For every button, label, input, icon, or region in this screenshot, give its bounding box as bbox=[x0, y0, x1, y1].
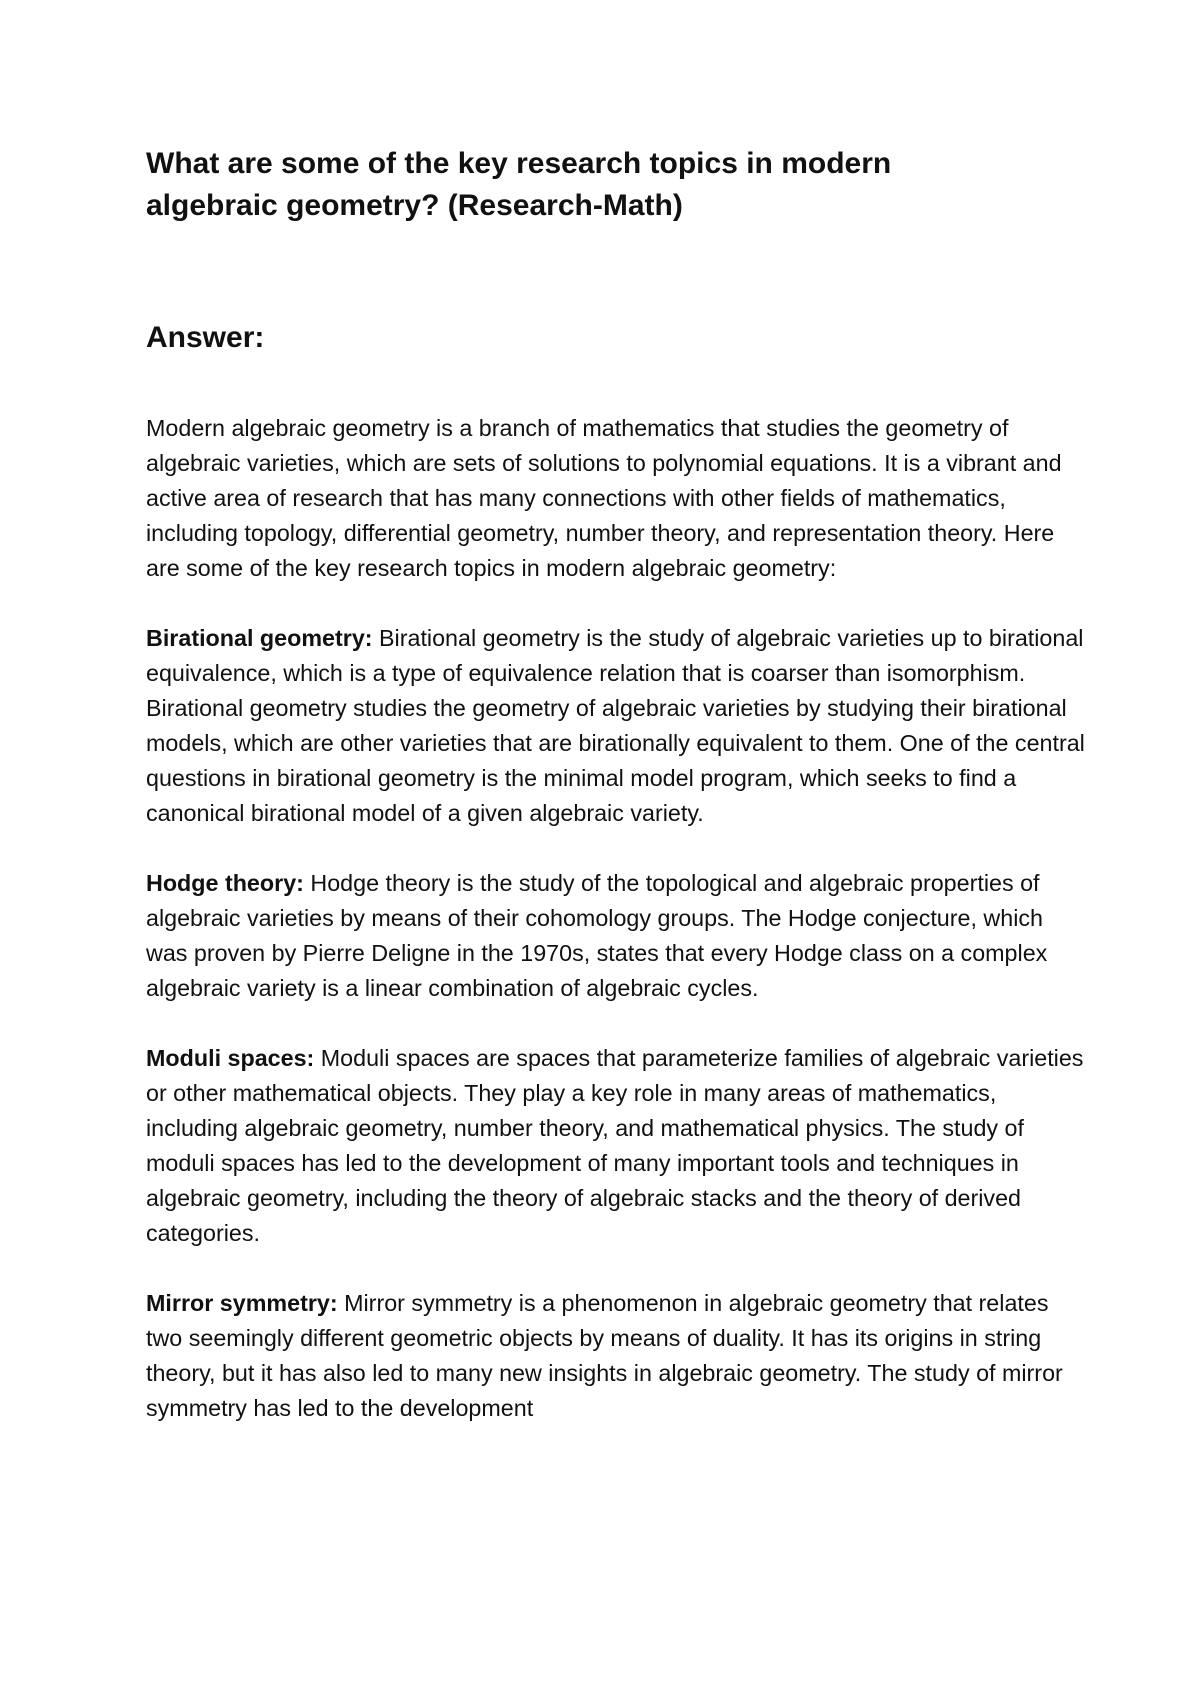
document-title-line-1: What are some of the key research topics in modern bbox=[146, 147, 892, 180]
section-term: Mirror symmetry: bbox=[146, 1290, 338, 1316]
document-title bbox=[146, 143, 1086, 227]
section-text: Birational geometry is the study of algebraic varieties up to birational equivalence, which is a type of equivalence relation that is coarser than isomorphism. Birational geometry studies the geometry of algebraic varieties by studying their birational models, which are other varieties that are birationally equivalent to them. One of the central questions in birational geometry is the minimal model program, which seeks to find a canonical birational model of a given algebraic variety. bbox=[146, 625, 1085, 826]
section-text: Moduli spaces are spaces that parameterize families of algebraic varieties or other mathematical objects. They play a key role in many areas of mathematics, including algebraic geometry, number theory, and mathematical physics. The study of moduli spaces has led to the development of many important tools and techniques in algebraic geometry, including the theory of algebraic stacks and the theory of derived categories. bbox=[146, 1045, 1084, 1246]
section-term: Moduli spaces: bbox=[146, 1045, 315, 1071]
answer-heading: Answer: bbox=[146, 321, 265, 354]
document-title-line-2: algebraic geometry? (Research-Math) bbox=[146, 189, 683, 222]
section-birational-geometry bbox=[146, 621, 1086, 831]
document-content bbox=[146, 143, 1086, 1426]
section-hodge-theory bbox=[146, 866, 1086, 1006]
intro-paragraph: Modern algebraic geometry is a branch of mathematics that studies the geometry of algebraic varieties, which are sets of solutions to polynomial equations. It is a vibrant and active area of research that has many connections with other fields of mathematics, including topology, differential geometry, number theory, and representation theory. Here are some of the key research topics in modern algebraic geometry: bbox=[146, 415, 1062, 581]
section-text: Mirror symmetry is a phenomenon in algebraic geometry that relates two seemingly different geometric objects by means of duality. It has its origins in string theory, but it has also led to many new insights in algebraic geometry. The study of mirror symmetry has led to the development bbox=[146, 1290, 1063, 1421]
section-text: Hodge theory is the study of the topological and algebraic properties of algebraic varieties by means of their cohomology groups. The Hodge conjecture, which was proven by Pierre Deligne in the 1970s, states that every Hodge class on a complex algebraic variety is a linear combination of algebraic cycles. bbox=[146, 870, 1048, 1001]
section-moduli-spaces bbox=[146, 1041, 1086, 1251]
section-mirror-symmetry bbox=[146, 1286, 1086, 1426]
section-term: Birational geometry: bbox=[146, 625, 373, 651]
section-term: Hodge theory: bbox=[146, 870, 304, 896]
